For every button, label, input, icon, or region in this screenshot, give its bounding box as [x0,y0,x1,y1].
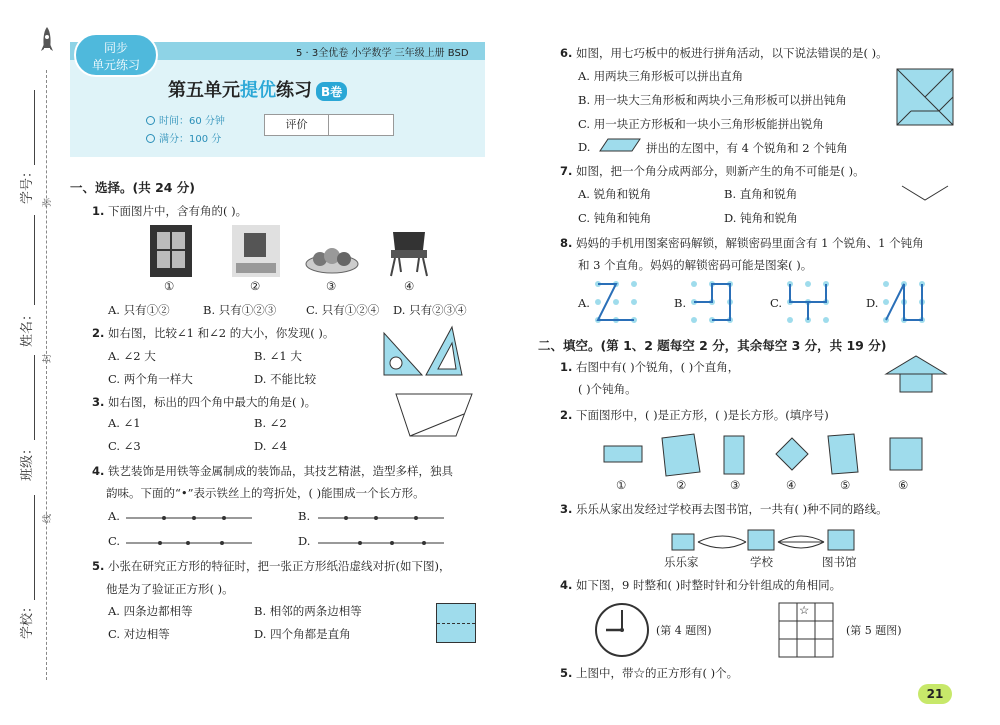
q4-option-b[interactable]: B. [298,509,311,523]
folded-square-figure [436,603,476,643]
score-text: 满分：100 分 [159,134,222,145]
q5-option-c[interactable]: C. 对边相等 [108,627,170,641]
f2-text: 下面图形中，( )是正方形，( )是长方形。(填序号) [576,408,829,422]
q5-option-b[interactable]: B. 相邻的两条边相等 [254,604,362,618]
title-part-a: 第五单元 [168,80,240,101]
q3-text: 如右图，标出的四个角中最大的角是( )。 [108,395,317,409]
pattern-b [690,280,734,324]
window-image [150,225,192,277]
home-label: 乐乐家 [664,555,699,569]
score-info [146,130,221,145]
time-info [146,112,225,127]
q3-option-a[interactable]: A. ∠1 [108,416,141,430]
chair-image [385,228,433,278]
f1-line2: ( )个钝角。 [578,382,637,396]
q2-option-d[interactable]: D. 不能比较 [254,372,317,386]
q8-line2: 和 3 个直角。妈妈的解锁密码可能是图案( )。 [578,258,813,272]
q6-stem [560,44,888,62]
q8-line1 [560,234,924,252]
binding-line [46,70,47,680]
f2-label-2: ② [676,478,687,492]
q5-option-a[interactable]: A. 四条边都相等 [108,604,193,618]
q1-option-a[interactable]: A. 只有①② [108,303,170,317]
q2-stem [92,324,334,342]
angle-figure [900,182,950,204]
q6-option-a[interactable]: A. 用两块三角形板可以拼出直角 [578,69,744,83]
figure-5-caption: (第 5 题图) [846,624,902,637]
f2-label-3: ③ [730,478,741,492]
q3-num: 3. [92,395,105,409]
evaluation-box[interactable] [264,114,394,136]
clock-figure [594,602,650,658]
q1-label-1: ① [164,279,175,293]
cut-mark-1: 弥 [43,197,54,208]
q1-text: 下面图片中，含有角的( )。 [108,204,248,218]
class-label: 班级： [20,441,36,482]
f2-label-5: ⑤ [840,478,851,492]
q1-label-2: ② [250,279,261,293]
q5-text1: 小张在研究正方形的特征时，把一张正方形纸沿虚线对折(如下图)， [108,559,451,573]
q2-option-a[interactable]: A. ∠2 大 [108,349,156,363]
f3-stem [560,500,888,518]
q4-line2: 韵味。下面的“•”表示铁丝上的弯折处，( )能围成一个长方形。 [106,486,425,500]
f2-label-4: ④ [786,478,797,492]
q8-option-d[interactable]: D. [866,296,879,310]
name-line [34,215,35,305]
f2-stem [560,406,829,424]
f5-text: 上图中，带☆的正方形有( )个。 [576,666,739,680]
rocket-icon [40,26,54,56]
q4-text1: 铁艺装饰是用铁等金属制成的装饰品，其技艺精湛，造型多样，独具 [108,464,454,478]
q1-num: 1. [92,204,105,218]
f3-num: 3. [560,502,573,516]
q7-option-d[interactable]: D. 钝角和锐角 [724,211,798,225]
q3-stem [92,393,316,411]
q4-option-c[interactable]: C. [108,534,121,548]
wire-a [124,512,254,522]
q6-option-d-text[interactable]: 拼出的左图中，有 4 个锐角和 2 个钝角 [646,141,848,155]
q1-option-d[interactable]: D. 只有②③④ [393,303,467,317]
unit-badge [74,33,158,77]
q7-stem [560,162,865,180]
q5-num: 5. [92,559,105,573]
student-no-label: 学号： [20,164,36,205]
page-number: 21 [918,684,952,704]
q3-option-c[interactable]: C. ∠3 [108,439,141,453]
q8-num: 8. [560,236,573,250]
school-line [34,495,35,600]
q6-option-b[interactable]: B. 用一块大三角形板和两块小三角形板可以拼出钝角 [578,93,847,107]
f4-num: 4. [560,578,573,592]
q6-text: 如图，用七巧板中的板进行拼角活动，以下说法错误的是( )。 [576,46,888,60]
wire-b [316,512,446,522]
q7-num: 7. [560,164,573,178]
figure-4-caption: (第 4 题图) [656,624,712,637]
q2-num: 2. [92,326,105,340]
star-icon: ☆ [799,603,810,617]
time-text: 时间：60 分钟 [159,116,225,127]
class-line [34,355,35,440]
f4-text: 如下图，9 时整和( )时整时针和分针组成的角相同。 [576,578,842,592]
q1-option-b[interactable]: B. 只有①②③ [203,303,277,317]
pattern-d [882,280,926,324]
school-label: 学校 [750,555,773,569]
q8-option-c[interactable]: C. [770,296,783,310]
name-label: 姓名： [20,307,36,348]
library-label: 图书馆 [822,555,857,569]
q5-line1 [92,557,451,575]
wire-c [124,537,254,547]
house-figure [884,354,948,394]
routes-figure [668,526,868,554]
wire-d [316,537,446,547]
room-image [232,225,280,277]
pattern-a [594,280,638,324]
check-icon [146,134,155,143]
q7-option-b[interactable]: B. 直角和锐角 [724,187,798,201]
f2-num: 2. [560,408,573,422]
plate-image [305,242,359,274]
f4-stem [560,576,841,594]
q2-option-b[interactable]: B. ∠1 大 [254,349,302,363]
q3-option-b[interactable]: B. ∠2 [254,416,287,430]
q7-text: 如图，把一个角分成两部分，则新产生的角不可能是( )。 [576,164,865,178]
f1-num: 1. [560,360,573,374]
parallelogram-figure [598,137,642,153]
trapezoid-figure [394,392,474,438]
q2-text: 如右图，比较∠1 和∠2 的大小，你发现( )。 [108,326,335,340]
q1-stem [92,202,247,220]
q7-option-a[interactable]: A. 锐角和锐角 [578,187,652,201]
f5-num: 5. [560,666,573,680]
q5-line2: 他是为了验证正方形( )。 [106,582,234,596]
f1-text1: 右图中有( )个锐角，( )个直角， [576,360,740,374]
cut-mark-2: 封 [43,353,54,364]
q6-option-d[interactable]: D. [578,140,591,154]
student-no-line [34,90,35,165]
q1-option-c[interactable]: C. 只有①②④ [306,303,380,317]
q4-num: 4. [92,464,105,478]
clock-icon [146,116,155,125]
f2-label-1: ① [616,478,627,492]
title-part-b: 提优 [240,80,276,101]
set-squares-figure [382,325,472,377]
volume-tag: B卷 [316,82,347,101]
cut-mark-3: 线 [43,513,54,524]
badge-line2: 单元练习 [91,58,140,72]
q2-option-c[interactable]: C. 两个角一样大 [108,372,193,386]
evaluation-label: 评价 [265,115,329,135]
shapes-figure [600,432,930,478]
section-choice-title: 一、选择。(共 24 分) [70,180,196,195]
q4-option-d[interactable]: D. [298,534,311,548]
q6-num: 6. [560,46,573,60]
f5-stem [560,664,738,682]
title-part-c: 练习 [276,80,312,101]
f3-text: 乐乐从家出发经过学校再去图书馆，一共有( )种不同的路线。 [576,502,888,516]
publisher-info: 5 · 3全优卷 小学数学 三年级上册 BSD [296,48,469,59]
q3-option-d[interactable]: D. ∠4 [254,439,288,453]
tangram-figure [896,68,954,126]
q8-option-a[interactable]: A. [578,296,590,310]
f1-line1 [560,358,739,376]
q1-label-3: ③ [326,279,337,293]
badge-line1: 同步 [103,41,128,55]
page-title [168,76,347,102]
f2-label-6: ⑥ [898,478,909,492]
pattern-c [786,280,830,324]
q1-label-4: ④ [404,279,415,293]
school-label: 学校： [20,599,36,640]
q4-line1 [92,462,453,480]
q4-option-a[interactable]: A. [108,509,120,523]
q5-option-d[interactable]: D. 四个角都是直角 [254,627,351,641]
q8-text1: 妈妈的手机用图案密码解锁，解锁密码里面含有 1 个锐角、1 个钝角 [576,236,924,250]
q8-option-b[interactable]: B. [674,296,687,310]
section-fill-title: 二、填空。(第 1、2 题每空 2 分，其余每空 3 分，共 19 分) [538,338,887,353]
q6-option-c[interactable]: C. 用一块正方形板和一块小三角形板能拼出锐角 [578,117,824,131]
q7-option-c[interactable]: C. 钝角和钝角 [578,211,652,225]
